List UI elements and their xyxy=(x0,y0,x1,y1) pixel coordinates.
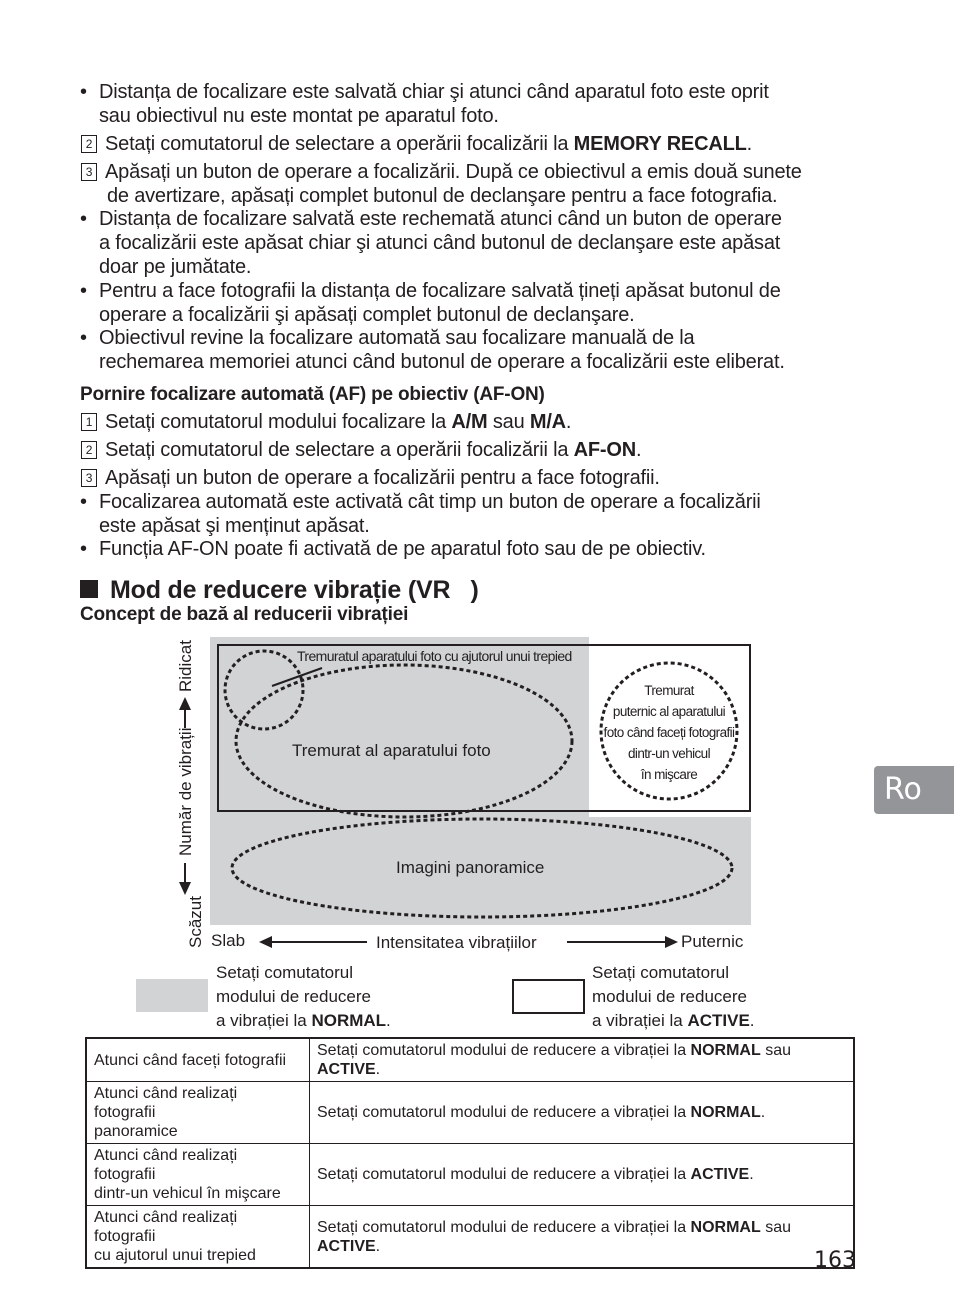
mode-label: ACTIVE xyxy=(317,1061,376,1078)
table-row xyxy=(86,1206,854,1269)
legend-normal-text xyxy=(216,961,391,1033)
intro-bullet3-line1: Pentru a face fotografii la distanța de focalizare salvată țineți apăsat butonul de xyxy=(99,280,781,302)
setting-cell xyxy=(310,1082,855,1144)
legend-line xyxy=(592,1009,755,1033)
setting-end: . xyxy=(749,1166,754,1183)
step-number-box: 2 xyxy=(81,135,97,153)
setting-text: Setați comutatorul modului de reducere a vibrației la xyxy=(317,1104,691,1121)
y-axis-low: Scăzut xyxy=(186,896,205,948)
vehicle-label-line: dintr-un vehicul xyxy=(628,746,710,761)
bullet-icon: • xyxy=(80,81,88,103)
step-text: Setați comutatorul de selectare a operării focalizării la xyxy=(105,133,574,155)
step-text: Apăsați un buton de operare a focalizării pentru a face fotografii. xyxy=(105,467,660,489)
legend-line: Setați comutatorul xyxy=(216,963,354,982)
afon-step3 xyxy=(81,466,660,490)
setting-text: Setați comutatorul modului de reducere a vibrației la xyxy=(317,1218,691,1236)
step-bold: A/M xyxy=(451,411,488,433)
legend-prefix: a vibrației la xyxy=(592,1011,688,1030)
vr-title-text: Mod de reducere vibrație (VR ) xyxy=(110,576,479,604)
setting-end: . xyxy=(375,1237,381,1255)
arrow-right-icon xyxy=(665,936,678,948)
step-bold: M/A xyxy=(529,411,566,433)
step-end: . xyxy=(565,411,572,433)
setting-sep: sau xyxy=(760,1218,791,1236)
situation-text: Atunci când realizați fotografii xyxy=(94,1085,238,1121)
legend-line: modului de reducere xyxy=(592,987,747,1006)
situation-cell xyxy=(86,1038,310,1082)
legend-mode: NORMAL xyxy=(311,1011,387,1030)
intro-bullet2-line2: a focalizării este apăsat chiar şi atunci când butonul de declanşare este apăsat xyxy=(99,232,781,254)
vehicle-label-line: în mişcare xyxy=(640,767,698,782)
afon-heading: Pornire focalizare automată (AF) pe obiectiv (AF-ON) xyxy=(80,384,545,405)
intro-bullet2-line3: doar pe jumătate. xyxy=(99,256,252,278)
intro-step2 xyxy=(81,132,752,156)
bullet-icon: • xyxy=(80,491,88,513)
panorama-label: Imagini panoramice xyxy=(396,858,545,877)
vehicle-label-line: Tremurat xyxy=(644,683,694,698)
step-end: . xyxy=(746,133,752,155)
vehicle-label-line: puternic al aparatului xyxy=(612,704,726,719)
situation-text: Atunci când realizați fotografii xyxy=(94,1147,238,1183)
legend-line: modului de reducere xyxy=(216,987,371,1006)
x-axis-high: Puternic xyxy=(681,932,744,951)
table-row xyxy=(86,1038,854,1082)
step-end: . xyxy=(635,439,642,461)
table-row xyxy=(86,1082,854,1144)
mode-label: NORMAL xyxy=(690,1218,761,1236)
arrow-up-icon xyxy=(179,697,191,710)
setting-cell xyxy=(310,1038,855,1082)
step-number-box: 3 xyxy=(81,469,97,487)
intro-bullet4-line2: rechemarea memoriei atunci când butonul de operare a focalizării este eliberat. xyxy=(99,351,785,373)
intro-bullet3-line2: operare a focalizării şi apăsați complet butonul de declanşare. xyxy=(99,304,635,326)
arrow-left-icon xyxy=(259,936,272,948)
vehicle-label-line: foto când faceți fotografii xyxy=(603,725,735,740)
step-bold: MEMORY RECALL xyxy=(573,133,747,155)
language-tab: Ro xyxy=(874,766,954,814)
intro-bullet1-line2: sau obiectivul nu este montat pe aparatul foto. xyxy=(99,105,499,127)
mode-label: ACTIVE xyxy=(690,1166,750,1183)
tripod-label: Tremuratul aparatului foto cu ajutorul unui trepied xyxy=(297,648,572,664)
y-axis-label: Număr de vibrații xyxy=(176,727,195,856)
situation-cell xyxy=(86,1082,310,1144)
step-text: Apăsați un buton de operare a focalizării. După ce obiectivul a emis două sunete xyxy=(105,161,802,183)
table-row xyxy=(86,1144,854,1206)
setting-end: . xyxy=(760,1104,766,1121)
situation-cell xyxy=(86,1206,310,1269)
legend-prefix: a vibrației la xyxy=(216,1011,312,1030)
step-number-box: 2 xyxy=(81,441,97,459)
setting-sep: sau xyxy=(760,1042,791,1059)
x-axis-label: Intensitatea vibrațiilor xyxy=(376,933,537,952)
setting-text: Setați comutatorul modului de reducere a vibrației la xyxy=(317,1166,691,1183)
page-number: 163 xyxy=(814,1248,856,1273)
situation-text: Atunci când realizați fotografii xyxy=(94,1209,238,1245)
step-text: sau xyxy=(487,411,530,433)
intro-bullet2-line1: Distanța de focalizare salvată este rechemată atunci când un buton de operare xyxy=(99,208,782,230)
situation-text: panoramice xyxy=(94,1123,178,1140)
mode-label: ACTIVE xyxy=(317,1237,376,1255)
mode-label: NORMAL xyxy=(690,1042,761,1059)
legend-normal-swatch xyxy=(136,979,208,1012)
arrow-down-icon xyxy=(179,882,191,895)
bullet-icon: • xyxy=(80,327,88,349)
legend-end: . xyxy=(749,1011,755,1030)
afon-bullet1-line1: Focalizarea automată este activată cât timp un buton de operare a focalizării xyxy=(99,491,761,513)
afon-bullet2: Funcția AF-ON poate fi activată de pe aparatul foto sau de pe obiectiv. xyxy=(99,538,706,560)
legend-active-text xyxy=(592,961,755,1033)
y-axis-high: Ridicat xyxy=(176,640,195,692)
intro-step3-line2: de avertizare, apăsați complet butonul de declanşare pentru a face fotografia. xyxy=(107,185,778,207)
setting-text: Setați comutatorul modului de reducere a vibrației la xyxy=(317,1042,691,1059)
step-bold: AF-ON xyxy=(573,439,636,461)
vr-title xyxy=(80,575,479,605)
vr-settings-table xyxy=(85,1037,855,1269)
step-text: Setați comutatorul de selectare a operării focalizării la xyxy=(105,439,574,461)
afon-bullet1-line2: este apăsat şi menținut apăsat. xyxy=(99,515,370,537)
situation-text: cu ajutorul unui trepied xyxy=(94,1247,256,1264)
afon-step1 xyxy=(81,410,571,434)
intro-step3-line1 xyxy=(81,160,802,184)
situation-text: Atunci când faceți fotografii xyxy=(94,1051,287,1069)
legend-mode: ACTIVE xyxy=(687,1011,750,1030)
setting-end: . xyxy=(375,1061,381,1078)
vehicle-label xyxy=(596,680,742,785)
legend-line xyxy=(216,1009,391,1033)
step-number-box: 3 xyxy=(81,163,97,181)
camera-shake-label: Tremurat al aparatului foto xyxy=(292,741,491,760)
intro-bullet4-line1: Obiectivul revine la focalizare automată sau focalizare manuală de la xyxy=(99,327,695,349)
afon-step2 xyxy=(81,438,641,462)
bullet-icon: • xyxy=(80,208,88,230)
legend-line: Setați comutatorul xyxy=(592,963,730,982)
bullet-icon: • xyxy=(80,280,88,302)
mode-label: NORMAL xyxy=(690,1104,761,1121)
bullet-icon: • xyxy=(80,538,88,560)
section-square-icon xyxy=(80,580,98,598)
situation-cell xyxy=(86,1144,310,1206)
legend-active-swatch xyxy=(512,979,585,1014)
situation-text: dintr-un vehicul în mişcare xyxy=(94,1185,281,1202)
intro-bullet1-line1: Distanța de focalizare este salvată chiar şi atunci când aparatul foto este oprit xyxy=(99,81,769,103)
step-text: Setați comutatorul modului focalizare la xyxy=(105,411,452,433)
setting-cell xyxy=(310,1144,855,1206)
legend-end: . xyxy=(386,1011,391,1030)
x-axis-low: Slab xyxy=(211,931,246,950)
vr-subtitle: Concept de bază al reducerii vibrației xyxy=(80,604,409,625)
setting-cell xyxy=(310,1206,855,1269)
step-number-box: 1 xyxy=(81,413,97,431)
